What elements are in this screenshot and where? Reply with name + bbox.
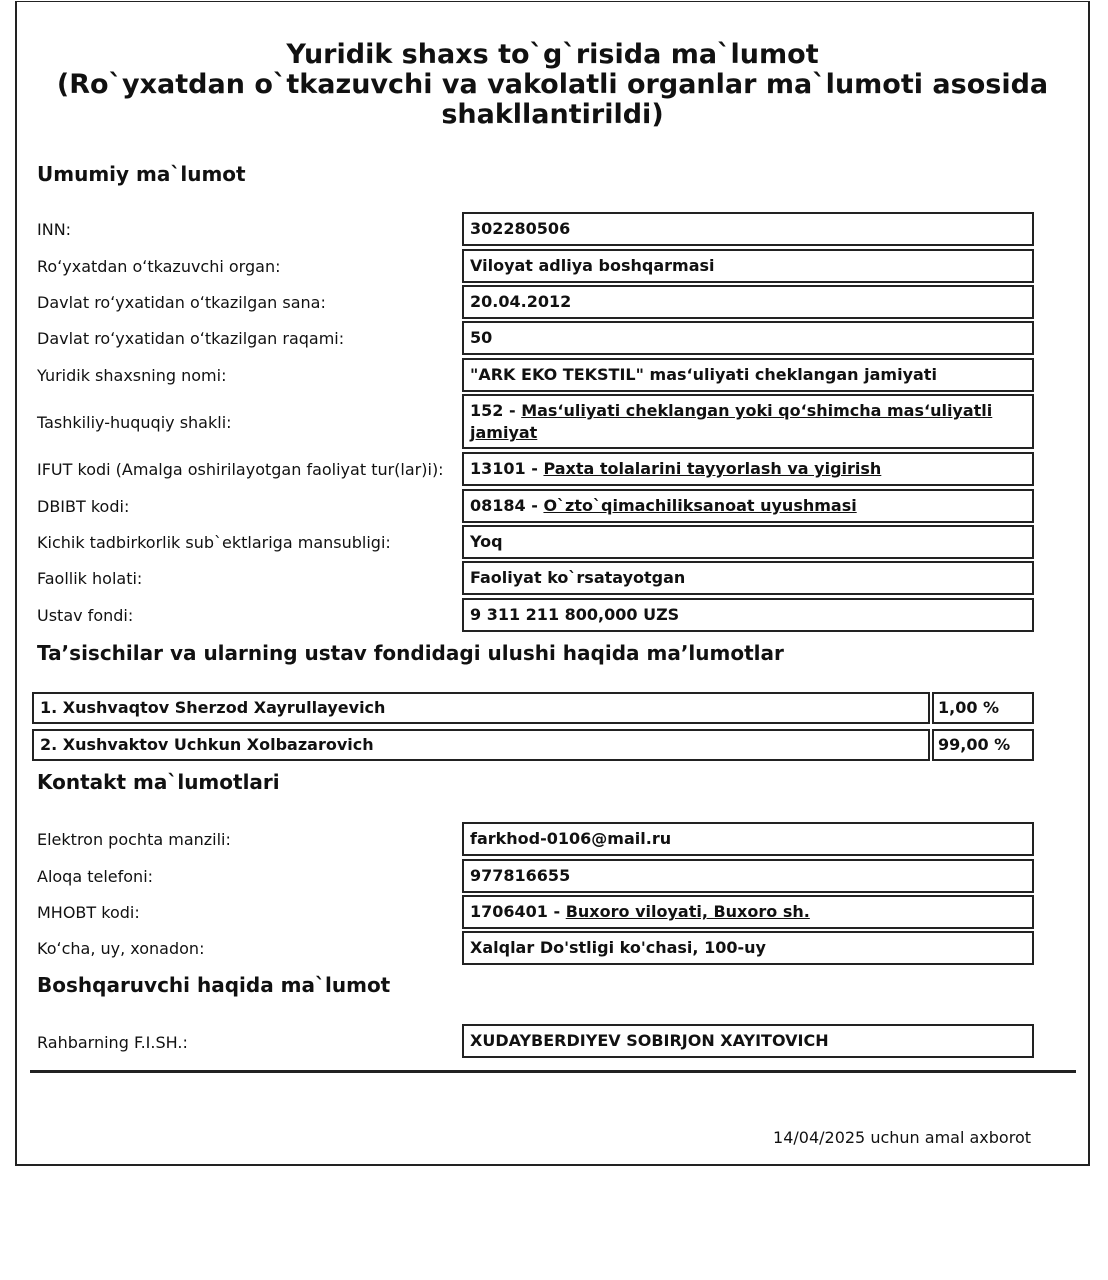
founder-row: 2. Xushvaktov Uchkun Xolbazarovich (32, 729, 930, 761)
legal-form-value: 152 - Masʻuliyati cheklangan yoki qoʻshimcha masʻuliyatli jamiyat (462, 394, 1034, 449)
mhobt-link[interactable]: Buxoro viloyati, Buxoro sh. (565, 902, 810, 921)
footer-note: 14/04/2025 uchun amal axborot (773, 1128, 1031, 1147)
ifut-code: 13101 (470, 459, 526, 478)
ifut-link[interactable]: Paxta tolalarini tayyorlash va yigirish (543, 459, 882, 478)
capital-value: 9 311 211 800,000 UZS (462, 598, 1034, 632)
registrar-label: Roʻyxatdan oʻtkazuvchi organ: (37, 257, 281, 276)
street-label: Koʻcha, uy, xonadon: (37, 939, 205, 958)
ifut-value: 13101 - Paxta tolalarini tayyorlash va yigirish (462, 452, 1034, 486)
general-info-heading: Umumiy ma`lumot (37, 162, 246, 186)
legal-form-code: 152 (470, 401, 504, 420)
email-label: Elektron pochta manzili: (37, 830, 231, 849)
dbibt-label: DBIBT kodi: (37, 497, 130, 516)
founder-share: 99,00 % (932, 729, 1034, 761)
ifut-label: IFUT kodi (Amalga oshirilayotgan faoliyat tur(lar)i): (37, 460, 444, 479)
founder-share: 1,00 % (932, 692, 1034, 724)
small-business-label: Kichik tadbirkorlik sub`ektlariga mansubligi: (37, 533, 391, 552)
dbibt-code: 08184 (470, 496, 526, 515)
inn-value: 302280506 (462, 212, 1034, 246)
reg-number-label: Davlat roʻyxatidan oʻtkazilgan raqami: (37, 329, 345, 348)
document-subtitle: (Ro`yxatdan o`tkazuvchi va vakolatli organlar ma`lumoti asosida (56, 69, 1049, 100)
registrar-value: Viloyat adliya boshqarmasi (462, 249, 1034, 283)
street-value: Xalqlar Do'stligi ko'chasi, 100-uy (462, 931, 1034, 965)
reg-date-label: Davlat roʻyxatidan oʻtkazilgan sana: (37, 293, 326, 312)
manager-value: XUDAYBERDIYEV SOBIRJON XAYITOVICH (462, 1024, 1034, 1058)
legal-form-label: Tashkiliy-huquqiy shakli: (37, 413, 232, 432)
phone-value: 977816655 (462, 859, 1034, 893)
document-title: Yuridik shaxs to`g`risida ma`lumot (286, 39, 819, 70)
dbibt-link[interactable]: O`zto`qimachiliksanoat uyushmasi (543, 496, 857, 515)
small-business-value: Yoq (462, 525, 1034, 559)
mhobt-label: MHOBT kodi: (37, 903, 140, 922)
contacts-heading: Kontakt ma`lumotlari (37, 770, 280, 794)
founder-row: 1. Xushvaqtov Sherzod Xayrullayevich (32, 692, 930, 724)
legal-form-link[interactable]: Masʻuliyati cheklangan yoki qoʻshimcha masʻuliyatli jamiyat (470, 401, 993, 442)
status-label: Faollik holati: (37, 569, 143, 588)
entity-name-label: Yuridik shaxsning nomi: (37, 366, 227, 385)
document-subtitle-cont: shakllantirildi) (441, 99, 664, 130)
dbibt-value: 08184 - O`zto`qimachiliksanoat uyushmasi (462, 489, 1034, 523)
divider (30, 1070, 1076, 1073)
mhobt-code: 1706401 (470, 902, 548, 921)
reg-date-value: 20.04.2012 (462, 285, 1034, 319)
email-value: farkhod-0106@mail.ru (462, 822, 1034, 856)
entity-name-value: "ARK EKO TEKSTIL" masʻuliyati cheklangan jamiyati (462, 358, 1034, 392)
inn-label: INN: (37, 220, 72, 239)
mhobt-value: 1706401 - Buxoro viloyati, Buxoro sh. (462, 895, 1034, 929)
status-value: Faoliyat ko`rsatayotgan (462, 561, 1034, 595)
manager-heading: Boshqaruvchi haqida ma`lumot (37, 973, 391, 997)
capital-label: Ustav fondi: (37, 606, 134, 625)
reg-number-value: 50 (462, 321, 1034, 355)
phone-label: Aloqa telefoni: (37, 867, 154, 886)
founders-heading: Taʼsischilar va ularning ustav fondidagi ulushi haqida maʼlumotlar (37, 641, 784, 665)
manager-label: Rahbarning F.I.SH.: (37, 1033, 188, 1052)
